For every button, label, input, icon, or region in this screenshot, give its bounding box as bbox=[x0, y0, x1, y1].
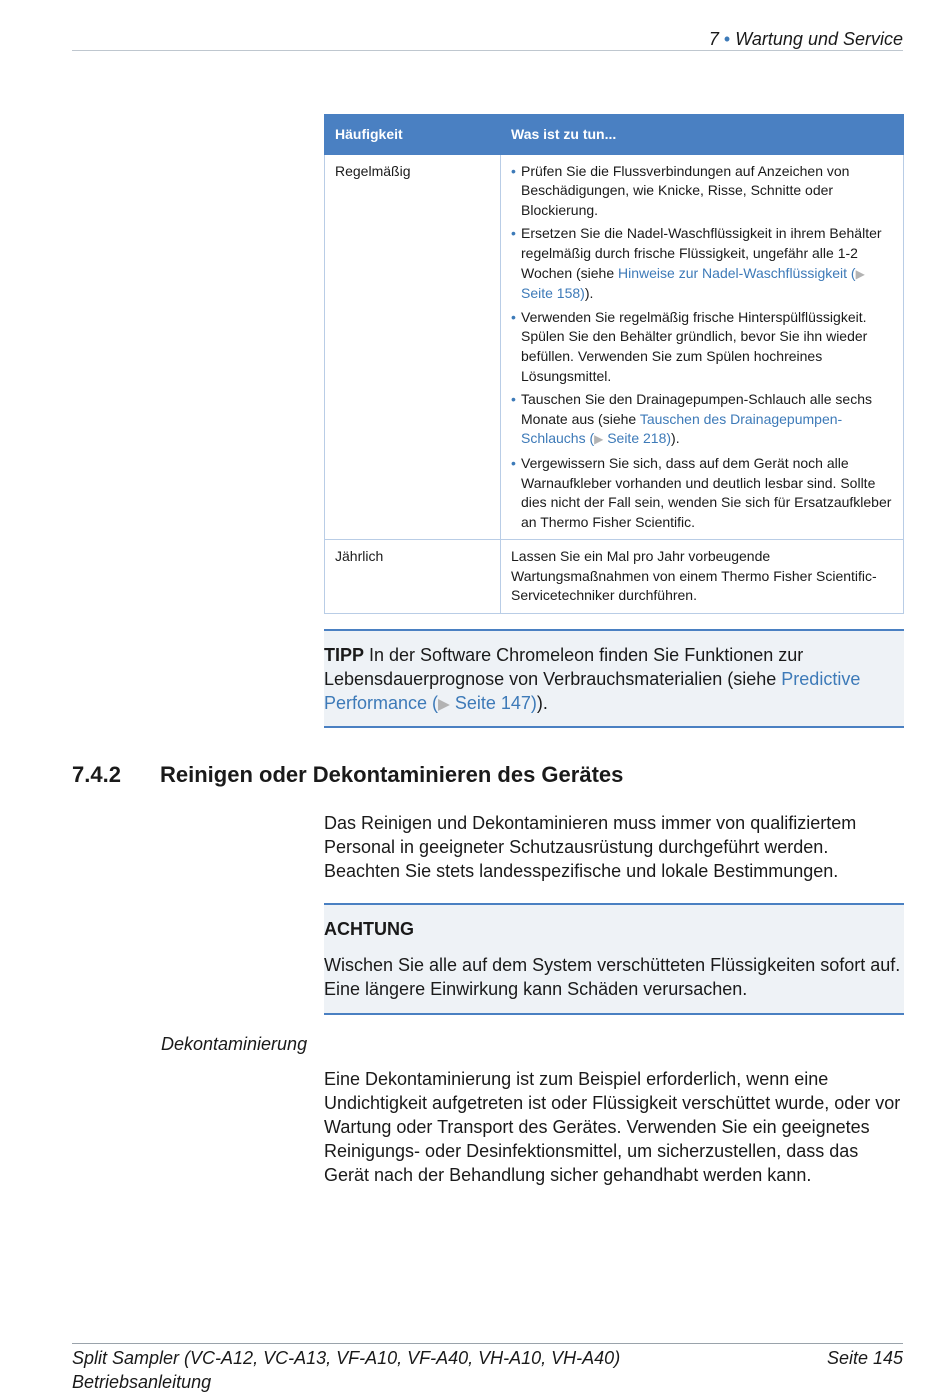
bullet-separator: • bbox=[723, 29, 731, 49]
column-header-tasks: Was ist zu tun... bbox=[501, 115, 904, 155]
notice-title: ACHTUNG bbox=[324, 919, 414, 939]
table-header-row bbox=[325, 115, 904, 155]
frequency-cell: Jährlich bbox=[325, 540, 501, 614]
triangle-right-icon: ▶ bbox=[438, 696, 450, 713]
chapter-title: Wartung und Service bbox=[735, 29, 903, 49]
tasks-cell: Lassen Sie ein Mal pro Jahr vorbeugende Wartungsmaßnahmen von einem Thermo Fisher Scientific-Servicetechniker durchführen. bbox=[501, 540, 904, 614]
footer-product: Split Sampler (VC-A12, VC-A13, VF-A10, VF-A40, VH-A10, VH-A40) bbox=[72, 1348, 621, 1368]
section-number: 7.4.2 bbox=[72, 762, 121, 787]
triangle-right-icon: ▶ bbox=[855, 266, 865, 281]
frequency-cell: Regelmäßig bbox=[325, 154, 501, 540]
task-list bbox=[511, 162, 893, 533]
margin-heading: Dekontaminierung bbox=[161, 1034, 308, 1054]
table-row bbox=[325, 540, 904, 614]
notice-box bbox=[324, 903, 904, 1015]
tip-label: TIPP bbox=[324, 645, 365, 665]
page-footer bbox=[72, 1343, 903, 1392]
list-item: • Ersetzen Sie die Nadel-Waschflüssigkeit in ihrem Behälter regelmäßig durch frische Flüssigkeit, ungefähr alle 1-2 Wochen (siehe Hinweise zur Nadel-Waschflüssigkeit (▶ Seite 158)). bbox=[511, 224, 893, 303]
chapter-number: 7 bbox=[708, 29, 719, 49]
footer-product-info bbox=[72, 1346, 620, 1394]
cross-reference-link[interactable]: Tauschen des Drainagepumpen-Schlauchs (▶ Seite 218) bbox=[521, 410, 843, 447]
notice-text: Wischen Sie alle auf dem System verschütteten Flüssigkeiten sofort auf. Eine längere Einwirkung kann Schäden verursachen. bbox=[324, 955, 901, 999]
section-title: Reinigen oder Dekontaminieren des Gerätes bbox=[160, 762, 624, 787]
tip-box: TIPP In der Software Chromeleon finden Sie Funktionen zur Lebensdauerprognose von Verbrauchsmaterialien (siehe Predictive Performance (▶ Seite 147)). bbox=[324, 629, 904, 728]
list-item: • Prüfen Sie die Flussverbindungen auf Anzeichen von Beschädigungen, wie Knicke, Risse, Schnitte oder Blockierung. bbox=[511, 162, 893, 221]
page-header bbox=[72, 28, 903, 51]
cross-reference-link[interactable]: Hinweise zur Nadel-Waschflüssigkeit (▶ Seite 158) bbox=[521, 264, 865, 302]
list-item: • Tauschen Sie den Drainagepumpen-Schlauch alle sechs Monate aus (siehe Tauschen des Drainagepumpen-Schlauchs (▶ Seite 218)). bbox=[511, 390, 893, 450]
list-item: • Verwenden Sie regelmäßig frische Hinterspülflüssigkeit. Spülen Sie den Behälter gründlich, bevor Sie ihn wieder befüllen. Verwenden Sie zum Spülen hochreines Lösungsmittel. bbox=[511, 308, 893, 386]
tasks-cell bbox=[501, 154, 904, 540]
intro-paragraph: Das Reinigen und Dekontaminieren muss immer von qualifiziertem Personal in geeigneter Schutzausrüstung durchgeführt werden. Beachten Sie stets landesspezifische und lokale Bestimmungen. bbox=[324, 813, 857, 881]
cross-reference-link[interactable]: Predictive Performance (▶ Seite 147) bbox=[324, 669, 861, 713]
list-item: • Vergewissern Sie sich, dass auf dem Gerät noch alle Warnaufkleber vorhanden und deutlich lesbar sind. Sollte dies nicht der Fall sein, wenden Sie sich für Ersatzaufkleber an Thermo Fisher Scientific. bbox=[511, 454, 893, 532]
page-number: Seite 145 bbox=[826, 1348, 903, 1368]
maintenance-table bbox=[324, 114, 904, 614]
triangle-right-icon: ▶ bbox=[594, 432, 604, 447]
chapter-header bbox=[709, 28, 903, 50]
footer-doc-type: Betriebsanleitung bbox=[72, 1372, 212, 1392]
decontamination-paragraph: Eine Dekontaminierung ist zum Beispiel erforderlich, wenn eine Undichtigkeit aufgetreten ist oder Flüssigkeit verschüttet wurde, oder vor Wartung oder Transport des Gerätes. Verwenden Sie ein geeignetes Reinigungs- oder Desinfektionsmittel, um sicherzustellen, dass das Gerät nach der Behandlung sicher gehandhabt werden kann. bbox=[324, 1069, 901, 1185]
table-row bbox=[325, 154, 904, 540]
column-header-frequency: Häufigkeit bbox=[325, 115, 501, 155]
